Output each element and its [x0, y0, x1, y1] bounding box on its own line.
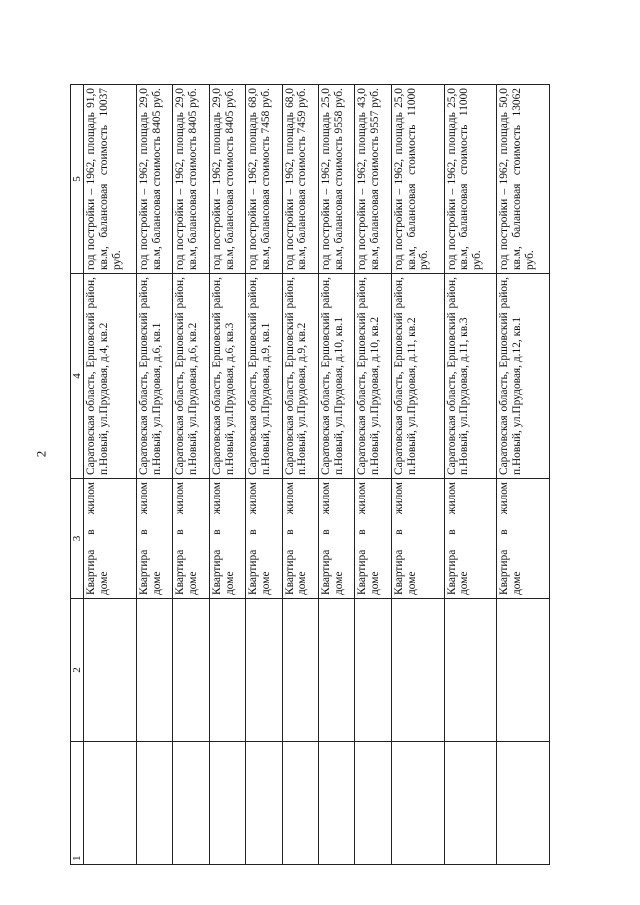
cell-name: Квартира в жилом доме: [444, 479, 497, 599]
cell-characteristics: год постройки – 1962, площадь 29,0 кв.м, балансовая стоимость 8405 руб.: [173, 85, 209, 274]
cell-characteristics: год постройки – 1962, площадь 29,0 кв.м, балансовая стоимость 8405 руб.: [209, 85, 245, 274]
table-row: [246, 85, 282, 865]
cell-name: Квартира в жилом доме: [391, 479, 444, 599]
table-row: [282, 85, 318, 865]
cell-index: [444, 742, 497, 865]
cell-address: Саратовская область, Ершовский район, п.Новый, ул.Прудовая, д.9, кв.2: [282, 274, 318, 479]
cell-index: [84, 742, 137, 865]
cell-address: Саратовская область, Ершовский район, п.Новый, ул.Прудовая, д.10, кв.1: [319, 274, 355, 479]
cell-index: [137, 742, 173, 865]
cell-characteristics: год постройки – 1962, площадь 25,0 кв.м, балансовая стоимость 9558 руб.: [319, 85, 355, 274]
cell-registry: [355, 599, 391, 742]
cell-address: Саратовская область, Ершовский район, п.Новый, ул.Прудовая, д.12, кв.1: [497, 274, 550, 479]
table-row: [444, 85, 497, 865]
cell-address: Саратовская область, Ершовский район, п.Новый, ул.Прудовая, д.11, кв.3: [444, 274, 497, 479]
cell-address: Саратовская область, Ершовский район, п.Новый, ул.Прудовая, д.4, кв.2: [84, 274, 137, 479]
table-row: [137, 85, 173, 865]
table-header-row: [71, 85, 84, 865]
header-col-5: 5: [71, 85, 84, 274]
cell-registry: [84, 599, 137, 742]
cell-characteristics: год постройки – 1962, площадь 43,0 кв.м, балансовая стоимость 9557 руб.: [355, 85, 391, 274]
cell-characteristics: год постройки – 1962, площадь 25,0 кв.м, балансовая стоимость 11000 руб.: [391, 85, 444, 274]
cell-registry: [209, 599, 245, 742]
cell-registry: [173, 599, 209, 742]
table-row: [497, 85, 550, 865]
header-col-2: 2: [71, 599, 84, 742]
table-row: [84, 85, 137, 865]
cell-name: Квартира в жилом доме: [137, 479, 173, 599]
cell-address: Саратовская область, Ершовский район, п.Новый, ул.Прудовая, д.6, кв.2: [173, 274, 209, 479]
table-row: [173, 85, 209, 865]
cell-address: Саратовская область, Ершовский район, п.Новый, ул.Прудовая, д.10, кв.2: [355, 274, 391, 479]
cell-address: Саратовская область, Ершовский район, п.Новый, ул.Прудовая, д.6, кв.3: [209, 274, 245, 479]
cell-name: Квартира в жилом доме: [282, 479, 318, 599]
cell-name: Квартира в жилом доме: [209, 479, 245, 599]
cell-registry: [444, 599, 497, 742]
header-col-4: 4: [71, 274, 84, 479]
cell-characteristics: год постройки – 1962, площадь 68,0 кв.м, балансовая стоимость 7458 руб.: [246, 85, 282, 274]
header-col-1: 1: [71, 742, 84, 865]
rotated-page: [70, 85, 550, 865]
property-table: [70, 84, 550, 865]
cell-registry: [246, 599, 282, 742]
cell-index: [497, 742, 550, 865]
cell-index: [391, 742, 444, 865]
cell-characteristics: год постройки – 1962, площадь 29,0 кв.м, балансовая стоимость 8405 руб.: [137, 85, 173, 274]
cell-characteristics: год постройки – 1962, площадь 50,0 кв.м, балансовая стоимость 13062 руб.: [497, 85, 550, 274]
cell-name: Квартира в жилом доме: [497, 479, 550, 599]
cell-name: Квартира в жилом доме: [355, 479, 391, 599]
cell-registry: [137, 599, 173, 742]
table-row: [319, 85, 355, 865]
page-number: 2: [33, 450, 49, 458]
cell-index: [209, 742, 245, 865]
cell-registry: [497, 599, 550, 742]
cell-index: [282, 742, 318, 865]
cell-name: Квартира в жилом доме: [84, 479, 137, 599]
cell-name: Квартира в жилом доме: [319, 479, 355, 599]
cell-index: [246, 742, 282, 865]
cell-name: Квартира в жилом доме: [246, 479, 282, 599]
cell-index: [173, 742, 209, 865]
cell-index: [355, 742, 391, 865]
cell-address: Саратовская область, Ершовский район, п.Новый, ул.Прудовая, д.11, кв.2: [391, 274, 444, 479]
cell-characteristics: год постройки – 1962, площадь 25,0 кв.м, балансовая стоимость 11000 руб.: [444, 85, 497, 274]
cell-address: Саратовская область, Ершовский район, п.Новый, ул.Прудовая, д.6, кв.1: [137, 274, 173, 479]
cell-index: [319, 742, 355, 865]
table-row: [391, 85, 444, 865]
cell-registry: [391, 599, 444, 742]
cell-characteristics: год постройки – 1962, площадь 91,0 кв.м, балансовая стоимость 10037 руб.: [84, 85, 137, 274]
cell-address: Саратовская область, Ершовский район, п.Новый, ул.Прудовая, д.9, кв.1: [246, 274, 282, 479]
table-row: [355, 85, 391, 865]
cell-characteristics: год постройки – 1962, площадь 68,0 кв.м, балансовая стоимость 7459 руб.: [282, 85, 318, 274]
cell-name: Квартира в жилом доме: [173, 479, 209, 599]
cell-registry: [319, 599, 355, 742]
table-row: [209, 85, 245, 865]
cell-registry: [282, 599, 318, 742]
header-col-3: 3: [71, 479, 84, 599]
